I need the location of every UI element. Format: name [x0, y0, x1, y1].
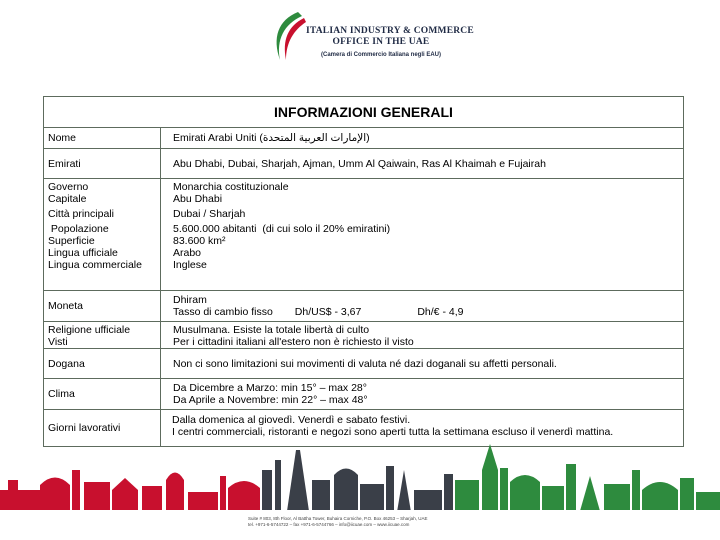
label-religione: Religione ufficiale [48, 324, 131, 336]
rate-eur: Dh/€ - 4,9 [417, 306, 464, 318]
row-emirati [44, 149, 683, 179]
value-giorni-1: Dalla domenica al giovedì. Venerdì e sabato festivi. [172, 414, 411, 426]
value-religione: Musulmana. Esiste la totale libertà di culto [173, 324, 370, 336]
value-giorni-2: I centri commerciali, ristoranti e negozi sono aperti tutta la settimana escluso il venerdì mattina. [172, 426, 614, 438]
value-clima [161, 379, 683, 409]
header-logo [268, 8, 474, 78]
label-citta: Città principali [48, 208, 114, 220]
row-religione [44, 322, 683, 349]
labels-religione [44, 322, 161, 348]
value-superficie: 83.600 km² [173, 235, 226, 247]
label-giorni: Giorni lavorativi [44, 410, 161, 446]
label-emirati: Emirati [44, 149, 161, 178]
value-emirati: Abu Dhabi, Dubai, Sharjah, Ajman, Umm Al Qaiwain, Ras Al Khaimah e Fujairah [173, 157, 546, 170]
value-moneta-rates [173, 306, 683, 318]
footer-contact [248, 516, 478, 528]
info-table [43, 96, 684, 447]
value-citta: Dubai / Sharjah [173, 208, 246, 220]
value-nome: Emirati Arabi Uniti (الإمارات العربية المتحدة) [173, 132, 370, 144]
label-capitale: Capitale [48, 193, 87, 205]
value-dogana: Non ci sono limitazioni sui movimenti di valuta né dazi doganali su affetti personali. [173, 357, 557, 370]
tricolor-swoosh-icon [268, 8, 308, 68]
row-dogana [44, 349, 683, 379]
value-clima-estate: Da Aprile a Novembre: min 22° – max 48° [173, 394, 368, 406]
value-moneta [161, 291, 683, 321]
label-clima: Clima [44, 379, 161, 409]
logo-line-2: OFFICE IN THE UAE [332, 37, 430, 47]
value-visti: Per i cittadini italiani all'estero non è richiesto il visto [173, 336, 414, 348]
logo-line-3: (Camera di Commercio Italiana negli EAU) [320, 52, 442, 58]
label-popolazione: Popolazione [48, 223, 109, 235]
label-nome: Nome [44, 128, 161, 148]
value-clima-inverno: Da Dicembre a Marzo: min 15° – max 28° [173, 382, 367, 394]
city-skyline-illustration [0, 440, 720, 518]
footer-phone: tel. +971-6-5744722 – fax +971-6-5744766 – info@iicuae.com – www.iicuae.com [248, 522, 410, 527]
value-lingua-commerciale: Inglese [173, 259, 207, 271]
row-moneta [44, 291, 683, 322]
values-general [161, 179, 683, 290]
rate-label: Tasso di cambio fisso [173, 306, 273, 318]
value-capitale: Abu Dhabi [173, 193, 223, 205]
label-lingua-commerciale: Lingua commerciale [48, 259, 142, 271]
label-moneta: Moneta [44, 291, 161, 321]
values-religione [161, 322, 683, 348]
label-governo: Governo [48, 181, 89, 193]
logo-line-1: ITALIAN INDUSTRY & COMMERCE [306, 26, 474, 36]
value-lingua-ufficiale: Arabo [173, 247, 202, 259]
row-general-info [44, 179, 683, 291]
label-superficie: Superficie [48, 235, 95, 247]
row-clima [44, 379, 683, 410]
value-popolazione: 5.600.000 abitanti (di cui solo il 20% emiratini) [173, 223, 391, 235]
label-dogana: Dogana [44, 349, 161, 378]
footer [0, 510, 720, 540]
label-lingua-ufficiale: Lingua ufficiale [48, 247, 118, 259]
table-title: INFORMAZIONI GENERALI [44, 97, 683, 128]
rate-usd: Dh/US$ - 3,67 [294, 306, 362, 318]
labels-general [44, 179, 161, 290]
value-governo: Monarchia costituzionale [173, 181, 289, 193]
label-visti: Visti [48, 336, 68, 348]
value-moneta-name: Dhiram [173, 294, 207, 306]
footer-address: Suite # 803, 8th Floor, Al Battha Tower, Buhaira Corniche, P.O. Box 46253 – Sharjah, UAE [248, 516, 428, 521]
row-nome [44, 128, 683, 149]
